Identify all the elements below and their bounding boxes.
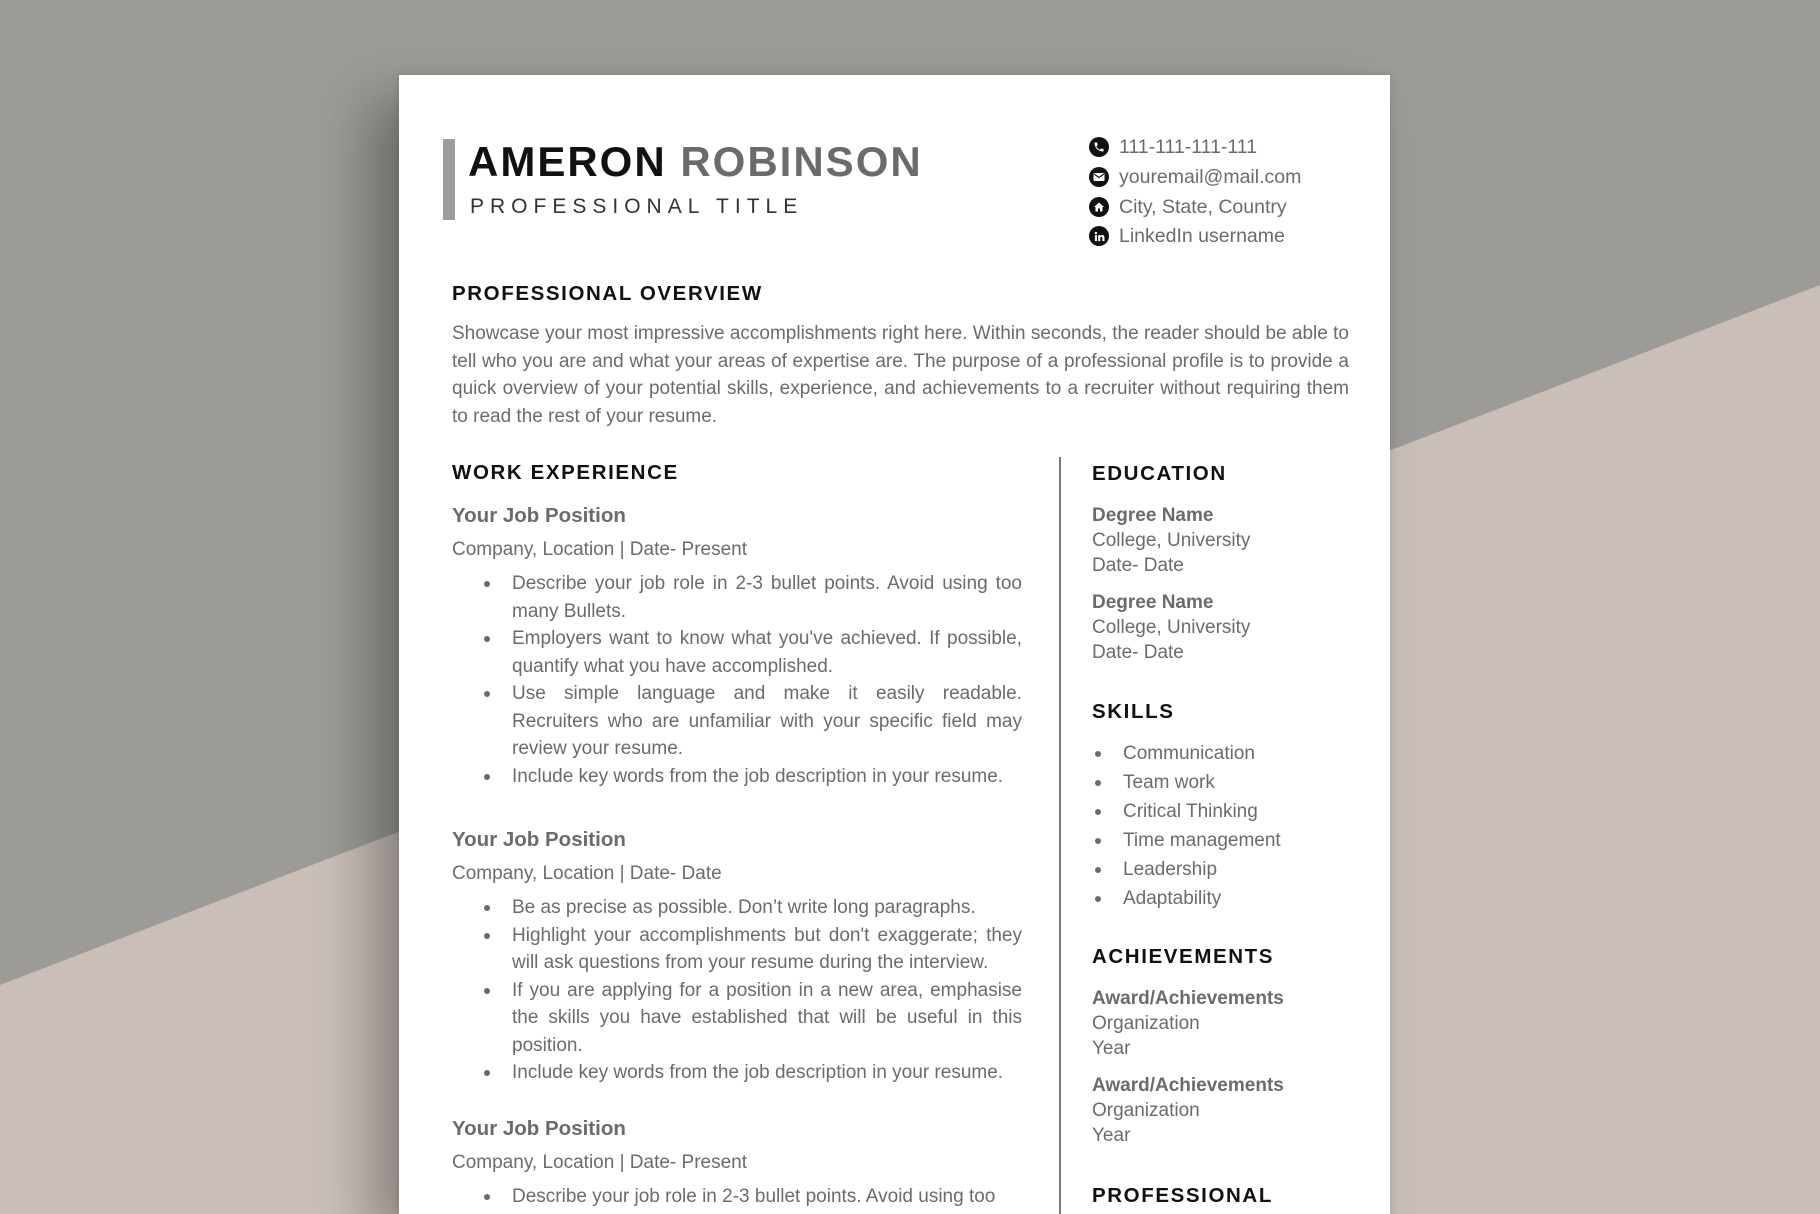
contact-linkedin [1089, 222, 1285, 250]
award-name: Award/Achievements [1092, 1075, 1284, 1096]
degree-name: Degree Name [1092, 505, 1214, 526]
degree-name: Degree Name [1092, 592, 1214, 613]
list-item: Communication [1092, 739, 1281, 768]
list-item: If you are applying for a position in a new area, emphasise the skills you have established that will be useful in this position. [452, 977, 1022, 1060]
achievement-entry [1092, 1073, 1372, 1148]
list-item: Describe your job role in 2-3 bullet points. Avoid using too [452, 1183, 1022, 1211]
skills-heading: SKILLS [1092, 700, 1175, 723]
list-item: Adaptability [1092, 884, 1281, 913]
contact-text: youremail@mail.com [1119, 165, 1302, 188]
job-entry [452, 1115, 1022, 1211]
overview-heading: PROFESSIONAL OVERVIEW [452, 282, 763, 305]
job-title: Your Job Position [452, 1117, 626, 1140]
list-item: Describe your job role in 2-3 bullet points. Avoid using too many Bullets. [452, 570, 1022, 625]
last-name: ROBINSON [680, 138, 923, 185]
job-title: Your Job Position [452, 828, 626, 851]
job-title: Your Job Position [452, 504, 626, 527]
education-entry [1092, 503, 1372, 578]
full-name [468, 137, 923, 187]
award-organization: Organization [1092, 1013, 1200, 1034]
job-meta: Company, Location | Date- Date [452, 863, 722, 884]
list-item: Use simple language and make it easily readable. Recruiters who are unfamiliar with your specific field may review your resume. [452, 680, 1022, 763]
job-entry [452, 826, 1022, 1087]
school-name: College, University [1092, 617, 1251, 638]
contact-location [1089, 193, 1287, 221]
award-year: Year [1092, 1125, 1131, 1146]
award-year: Year [1092, 1038, 1131, 1059]
list-item: Include key words from the job description in your resume. [452, 1059, 1022, 1087]
resume-page [399, 75, 1390, 1214]
education-dates: Date- Date [1092, 555, 1184, 576]
achievements-heading: ACHIEVEMENTS [1092, 945, 1275, 968]
work-experience-heading: WORK EXPERIENCE [452, 461, 679, 484]
contact-phone [1089, 133, 1257, 161]
education-dates: Date- Date [1092, 642, 1184, 663]
school-name: College, University [1092, 530, 1251, 551]
contact-text: 111-111-111-111 [1119, 135, 1258, 158]
job-bullets [452, 1183, 1022, 1211]
contact-text: City, State, Country [1119, 195, 1287, 218]
home-icon [1089, 197, 1109, 217]
professional-heading: PROFESSIONAL [1092, 1184, 1273, 1207]
skills-list [1092, 739, 1281, 913]
job-bullets [452, 894, 1022, 1087]
job-meta: Company, Location | Date- Present [452, 539, 748, 560]
name-accent-bar [443, 139, 455, 220]
contact-email [1089, 163, 1301, 191]
email-icon [1089, 167, 1109, 187]
phone-icon [1089, 137, 1109, 157]
contact-text: LinkedIn username [1119, 224, 1285, 247]
job-entry [452, 502, 1022, 790]
column-divider [1059, 457, 1061, 1214]
job-meta: Company, Location | Date- Present [452, 1152, 748, 1173]
education-heading: EDUCATION [1092, 462, 1227, 485]
award-name: Award/Achievements [1092, 988, 1284, 1009]
achievement-entry [1092, 986, 1372, 1061]
list-item: Time management [1092, 826, 1281, 855]
award-organization: Organization [1092, 1100, 1200, 1121]
professional-title: PROFESSIONAL TITLE [470, 195, 804, 218]
linkedin-icon [1089, 226, 1109, 246]
overview-text: Showcase your most impressive accomplishments right here. Within seconds, the reader should be able to tell who you are and what your areas of expertise are. The purpose of a professional profile is to provide a quick overview of your potential skills, experience, and achievements to a recruiter without requiring them to read the rest of your resume. [452, 323, 1349, 427]
list-item: Employers want to know what you've achieved. If possible, quantify what you have accomplished. [452, 625, 1022, 680]
list-item: Critical Thinking [1092, 797, 1281, 826]
list-item: Highlight your accomplishments but don't exaggerate; they will ask questions from your resume during the interview. [452, 922, 1022, 977]
list-item: Be as precise as possible. Don’t write long paragraphs. [452, 894, 1022, 922]
job-bullets [452, 570, 1022, 790]
list-item: Include key words from the job description in your resume. [452, 763, 1022, 791]
first-name: AMERON [468, 138, 667, 185]
education-entry [1092, 590, 1372, 665]
list-item: Team work [1092, 768, 1281, 797]
list-item: Leadership [1092, 855, 1281, 884]
